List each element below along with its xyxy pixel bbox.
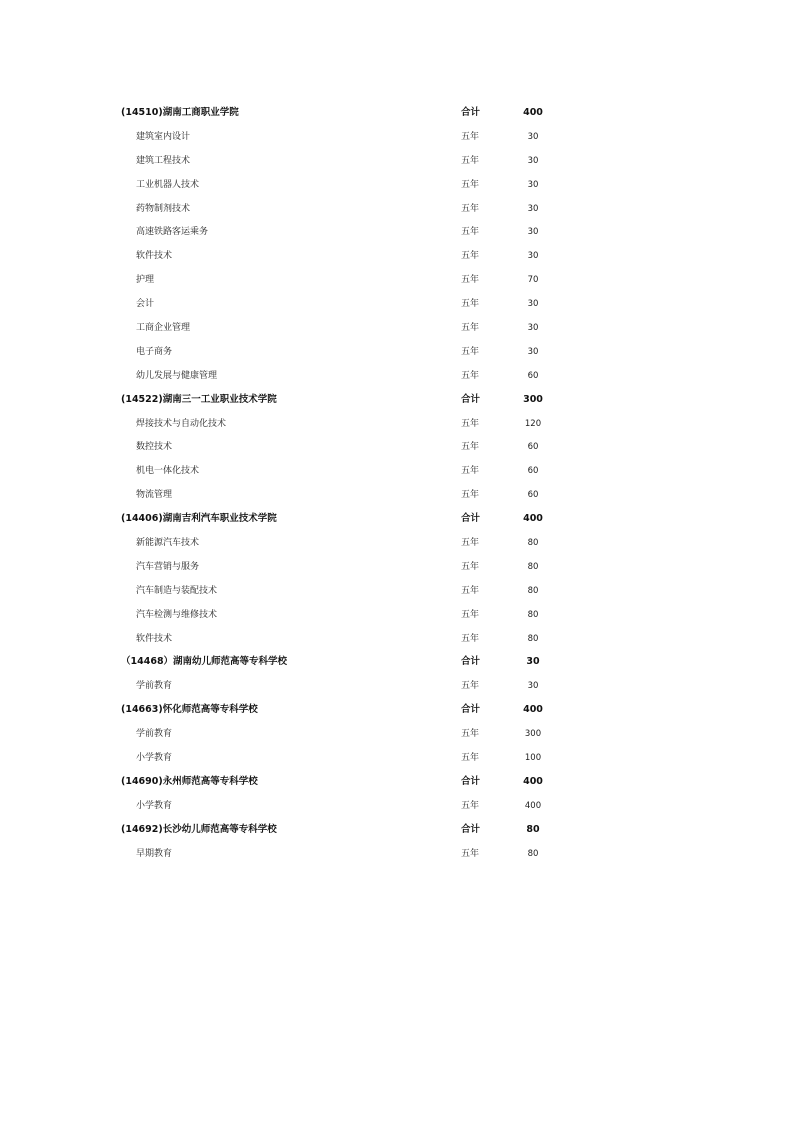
total-label: 合计 <box>461 704 481 716</box>
major-row <box>0 533 794 557</box>
enrollment-count: 300 <box>524 729 542 740</box>
major-row <box>0 175 794 199</box>
major-row <box>0 199 794 223</box>
enrollment-count: 60 <box>527 370 539 381</box>
major-row <box>0 318 794 342</box>
program-length: 五年 <box>461 442 480 453</box>
major-row <box>0 844 794 868</box>
major-row <box>0 342 794 366</box>
enrollment-count: 80 <box>527 609 539 620</box>
school-header-row <box>0 652 794 676</box>
program-length: 五年 <box>461 848 480 859</box>
total-count: 400 <box>523 513 543 525</box>
enrollment-count: 30 <box>527 227 539 238</box>
major-row <box>0 605 794 629</box>
program-length: 五年 <box>461 681 480 692</box>
enrollment-count: 70 <box>527 275 539 286</box>
major-name: 学前教育 <box>136 729 173 740</box>
enrollment-count: 80 <box>527 538 539 549</box>
major-row <box>0 151 794 175</box>
enrollment-count: 30 <box>527 203 539 214</box>
major-row <box>0 222 794 246</box>
enrollment-count: 100 <box>524 753 542 764</box>
school-name: (14690)永州师范高等专科学校 <box>121 775 258 787</box>
school-header-row <box>0 772 794 796</box>
program-length: 五年 <box>461 227 480 238</box>
program-length: 五年 <box>461 609 480 620</box>
major-name: 数控技术 <box>136 442 173 453</box>
total-label: 合计 <box>461 775 481 787</box>
enrollment-count: 80 <box>527 585 539 596</box>
major-row <box>0 748 794 772</box>
school-header-row <box>0 103 794 127</box>
major-row <box>0 485 794 509</box>
program-length: 五年 <box>461 418 480 429</box>
program-length: 五年 <box>461 538 480 549</box>
major-name: 建筑室内设计 <box>136 131 191 142</box>
major-row <box>0 557 794 581</box>
school-header-row <box>0 820 794 844</box>
enrollment-count: 30 <box>527 251 539 262</box>
total-label: 合计 <box>461 823 481 835</box>
program-length: 五年 <box>461 490 480 501</box>
major-row <box>0 270 794 294</box>
enrollment-count: 30 <box>527 179 539 190</box>
major-name: 护理 <box>136 275 155 286</box>
school-name: (14663)怀化师范高等专科学校 <box>121 704 258 716</box>
total-count: 400 <box>523 704 543 716</box>
major-row <box>0 676 794 700</box>
total-count: 400 <box>523 775 543 787</box>
program-length: 五年 <box>461 633 480 644</box>
program-length: 五年 <box>461 155 480 166</box>
program-length: 五年 <box>461 179 480 190</box>
major-name: 物流管理 <box>136 490 173 501</box>
major-row <box>0 127 794 151</box>
major-name: 焊接技术与自动化技术 <box>136 418 227 429</box>
enrollment-count: 30 <box>527 681 539 692</box>
total-label: 合计 <box>461 656 481 668</box>
total-label: 合计 <box>461 107 481 118</box>
program-length: 五年 <box>461 323 480 334</box>
program-length: 五年 <box>461 275 480 286</box>
major-name: 高速铁路客运乘务 <box>136 227 209 238</box>
major-row <box>0 629 794 653</box>
school-name: （14468）湖南幼儿师范高等专科学校 <box>121 656 288 668</box>
total-count: 80 <box>526 823 540 835</box>
enrollment-count: 30 <box>527 155 539 166</box>
major-name: 软件技术 <box>136 633 173 644</box>
major-name: 汽车营销与服务 <box>136 561 200 572</box>
program-length: 五年 <box>461 370 480 381</box>
major-name: 新能源汽车技术 <box>136 538 200 549</box>
total-count: 400 <box>523 107 543 118</box>
enrollment-count: 60 <box>527 490 539 501</box>
program-length: 五年 <box>461 561 480 572</box>
major-name: 电子商务 <box>136 346 173 357</box>
enrollment-count: 80 <box>527 633 539 644</box>
enrollment-count: 30 <box>527 323 539 334</box>
total-count: 30 <box>526 656 540 668</box>
program-length: 五年 <box>461 466 480 477</box>
enrollment-count: 80 <box>527 561 539 572</box>
major-name: 早期教育 <box>136 848 173 859</box>
program-length: 五年 <box>461 346 480 357</box>
major-name: 机电一体化技术 <box>136 466 200 477</box>
major-name: 小学教育 <box>136 753 173 764</box>
school-name: (14510)湖南工商职业学院 <box>121 107 239 118</box>
enrollment-count: 30 <box>527 346 539 357</box>
program-length: 五年 <box>461 299 480 310</box>
major-row <box>0 724 794 748</box>
major-name: 工商企业管理 <box>136 323 191 334</box>
major-name: 会计 <box>136 299 155 310</box>
major-name: 小学教育 <box>136 800 173 811</box>
school-name: (14522)湖南三一工业职业技术学院 <box>121 393 277 405</box>
enrollment-count: 30 <box>527 131 539 142</box>
enrollment-count: 80 <box>527 848 539 859</box>
major-name: 建筑工程技术 <box>136 155 191 166</box>
major-row <box>0 414 794 438</box>
program-length: 五年 <box>461 753 480 764</box>
major-row <box>0 581 794 605</box>
program-length: 五年 <box>461 800 480 811</box>
major-name: 幼儿发展与健康管理 <box>136 370 218 381</box>
enrollment-count: 60 <box>527 466 539 477</box>
enrollment-count: 30 <box>527 299 539 310</box>
school-header-row <box>0 700 794 724</box>
major-row <box>0 437 794 461</box>
total-label: 合计 <box>461 393 481 405</box>
major-name: 汽车制造与装配技术 <box>136 585 218 596</box>
school-header-row <box>0 509 794 533</box>
major-name: 药物制剂技术 <box>136 203 191 214</box>
enrollment-count: 60 <box>527 442 539 453</box>
major-row <box>0 294 794 318</box>
major-name: 学前教育 <box>136 681 173 692</box>
major-row <box>0 246 794 270</box>
school-name: (14692)长沙幼儿师范高等专科学校 <box>121 823 277 835</box>
enrollment-count: 400 <box>524 800 542 811</box>
program-length: 五年 <box>461 131 480 142</box>
school-name: (14406)湖南吉利汽车职业技术学院 <box>121 513 277 525</box>
major-name: 软件技术 <box>136 251 173 262</box>
enrollment-count: 120 <box>524 418 542 429</box>
major-name: 工业机器人技术 <box>136 179 200 190</box>
major-name: 汽车检测与维修技术 <box>136 609 218 620</box>
program-length: 五年 <box>461 251 480 262</box>
major-row <box>0 366 794 390</box>
program-length: 五年 <box>461 585 480 596</box>
school-header-row <box>0 390 794 414</box>
major-row <box>0 461 794 485</box>
total-label: 合计 <box>461 513 481 525</box>
program-length: 五年 <box>461 203 480 214</box>
total-count: 300 <box>523 393 543 405</box>
major-row <box>0 796 794 820</box>
enrollment-table <box>0 103 794 868</box>
program-length: 五年 <box>461 729 480 740</box>
